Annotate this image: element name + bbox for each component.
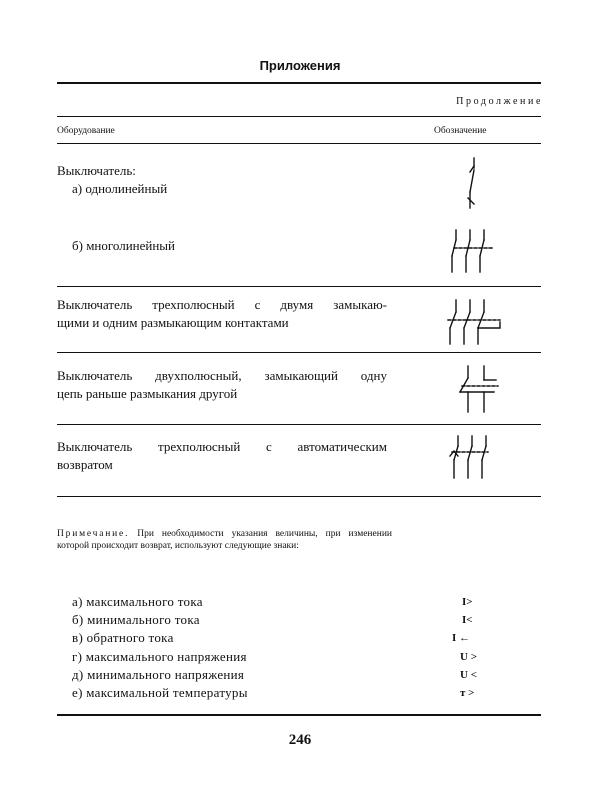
row-rule-1 [57,286,541,287]
page-title: Приложения [259,58,341,73]
row-two-pole-line-1: Выключатель двухполюсный, замыкающий одну [57,368,387,383]
row-two-pole-line-2: цепь раньше размыкания другой [57,386,238,401]
list-item-max-voltage: г) максимального напряжения [72,649,247,664]
row-three-pole-line-1: Выключатель трехполюсный с двумя замыкаю- [57,297,387,312]
switch-single-line-icon [462,158,486,210]
sign-reverse-current: I ← [452,632,471,644]
row-switch-title: Выключатель: [57,163,136,178]
row-auto-return-line-1: Выключатель трехполюсный с автоматическим [57,439,387,454]
page-number: 246 [288,732,312,748]
top-rule [57,82,541,84]
column-header-rule [57,143,541,144]
switch-multiline-icon [448,228,498,274]
sign-min-current: I< [462,614,473,626]
sign-max-voltage: U > [460,651,477,663]
row-single-line-label: а) однолинейный [72,181,168,196]
note-paragraph [57,528,392,552]
list-item-min-voltage: д) минимального напряжения [72,667,245,682]
note-text: При необходимости указания величины, при изменении которой происходит возврат, используют следующие знаки: [57,529,392,551]
row-rule-3 [57,424,541,425]
header-rule [57,116,541,117]
column-header-designation: Обозначение [434,126,487,136]
row-rule-4 [57,496,541,497]
row-rule-2 [57,352,541,353]
list-item-reverse-current: в) обратного тока [72,630,174,645]
switch-three-pole-two-make-one-break-icon [446,298,512,346]
switch-two-pole-make-before-break-icon [454,364,510,414]
list-item-min-current: б) минимального тока [72,612,200,627]
sign-max-temperature: т > [460,687,475,699]
sign-min-voltage: U < [460,669,477,681]
note-label: Примечание. [57,529,130,539]
row-three-pole-line-2: щими и одним размыкающим контактами [57,315,289,330]
switch-three-pole-auto-return-icon [448,434,498,480]
row-auto-return-line-2: возвратом [57,457,113,472]
bottom-rule [57,714,541,716]
list-item-max-current: а) максимального тока [72,594,203,609]
row-multiline-label: б) многолинейный [72,238,175,253]
list-item-max-temperature: е) максимальной температуры [72,685,248,700]
sign-max-current: I> [462,596,473,608]
continued-label: Продолжение [456,96,543,107]
column-header-equipment: Оборудование [57,126,115,136]
